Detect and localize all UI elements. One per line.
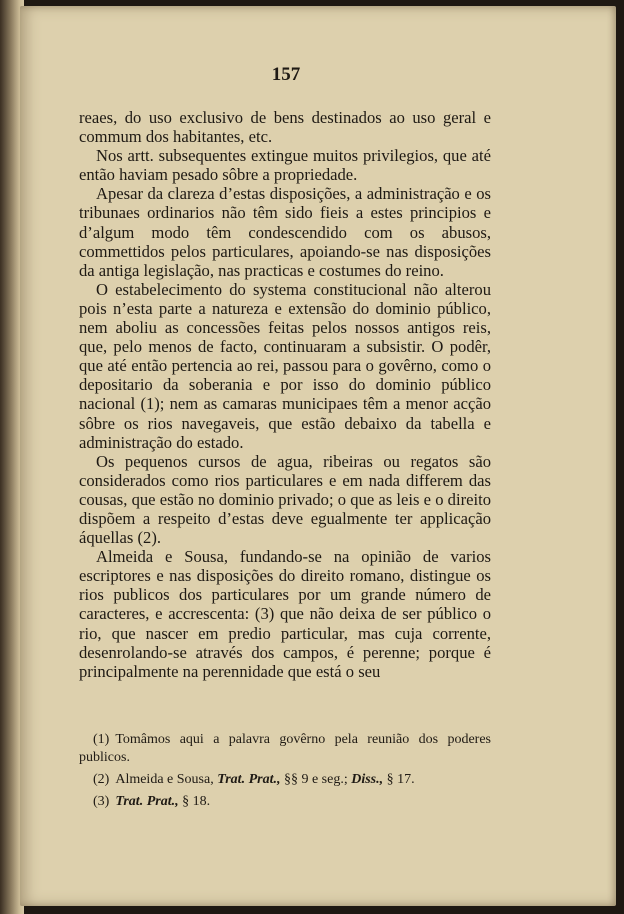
page-number: 157 <box>271 64 301 85</box>
paragraph: O estabelecimento do systema constitucional não alterou pois n’esta parte a natureza e extensão do dominio público, nem aboliu as concessões feitas pelos nossos antigos reis, que, pelo menos de facto, continuaram a subsistir. O podêr, que até então pertencia ao rei, passou para o govêrno, como o depositario da soberania e por isso do dominio público nacional (1); nem as camaras municipaes têm a menor acção sôbre os rios navegaveis, que estão debaixo da tabella e administração do estado. <box>79 279 491 452</box>
footnote-number: (2) <box>93 772 110 787</box>
footnotes <box>79 731 491 815</box>
footnote-number: (3) <box>93 794 110 809</box>
body-text <box>79 108 491 681</box>
footnote-section: §§ 9 e seg.; <box>283 772 348 787</box>
footnote-section: § 18. <box>182 794 211 809</box>
paragraph: Os pequenos cursos de agua, ribeiras ou regatos são considerados como rios particulares e em nada differem das cousas, que estão no dominio privado; o que as leis e o direito dispõem a respeito d’estas deve egualmente ter applicação áquellas (2). <box>79 451 491 548</box>
paragraph: Nos artt. subsequentes extingue muitos privilegios, que até então haviam pesado sôbre a propriedade. <box>79 146 491 185</box>
footnote-work-title: Trat. Prat., <box>217 772 281 787</box>
footnote-2 <box>79 771 491 789</box>
footnote-work-title: Trat. Prat., <box>115 794 179 809</box>
paragraph: reaes, do uso exclusivo de bens destinados ao uso geral e commum dos habitantes, etc. <box>79 108 491 147</box>
footnote-1 <box>79 731 491 767</box>
paragraph: Almeida e Sousa, fundando-se na opinião de varios escriptores e nas disposições do direito romano, distingue os rios publicos dos particulares por um grande número de caracteres, e accrescenta: (3) que não deixa de ser público o rio, que nascer em predio particular, mas cuja corrente, desenrolando-se através dos campos, é perenne; porque é principalmente na perennidade que está o seu <box>79 547 491 681</box>
footnote-text: Tomâmos aqui a palavra govêrno pela reunião dos poderes publicos. <box>79 732 491 765</box>
book-page <box>20 6 616 906</box>
paragraph: Apesar da clareza d’estas disposições, a administração e os tribunaes ordinarios não têm sido fieis a estes principios e d’algum modo têm condescendido com os abusos, commettidos pelos particulares, apoiando-se nas disposições da antiga legislação, nas practicas e costumes do reino. <box>79 184 491 280</box>
footnote-3 <box>79 793 491 811</box>
footnote-author: Almeida e Sousa, <box>115 772 214 787</box>
footnote-number: (1) <box>93 732 110 747</box>
footnote-work-title: Diss., <box>351 772 384 787</box>
footnote-section: § 17. <box>386 772 415 787</box>
